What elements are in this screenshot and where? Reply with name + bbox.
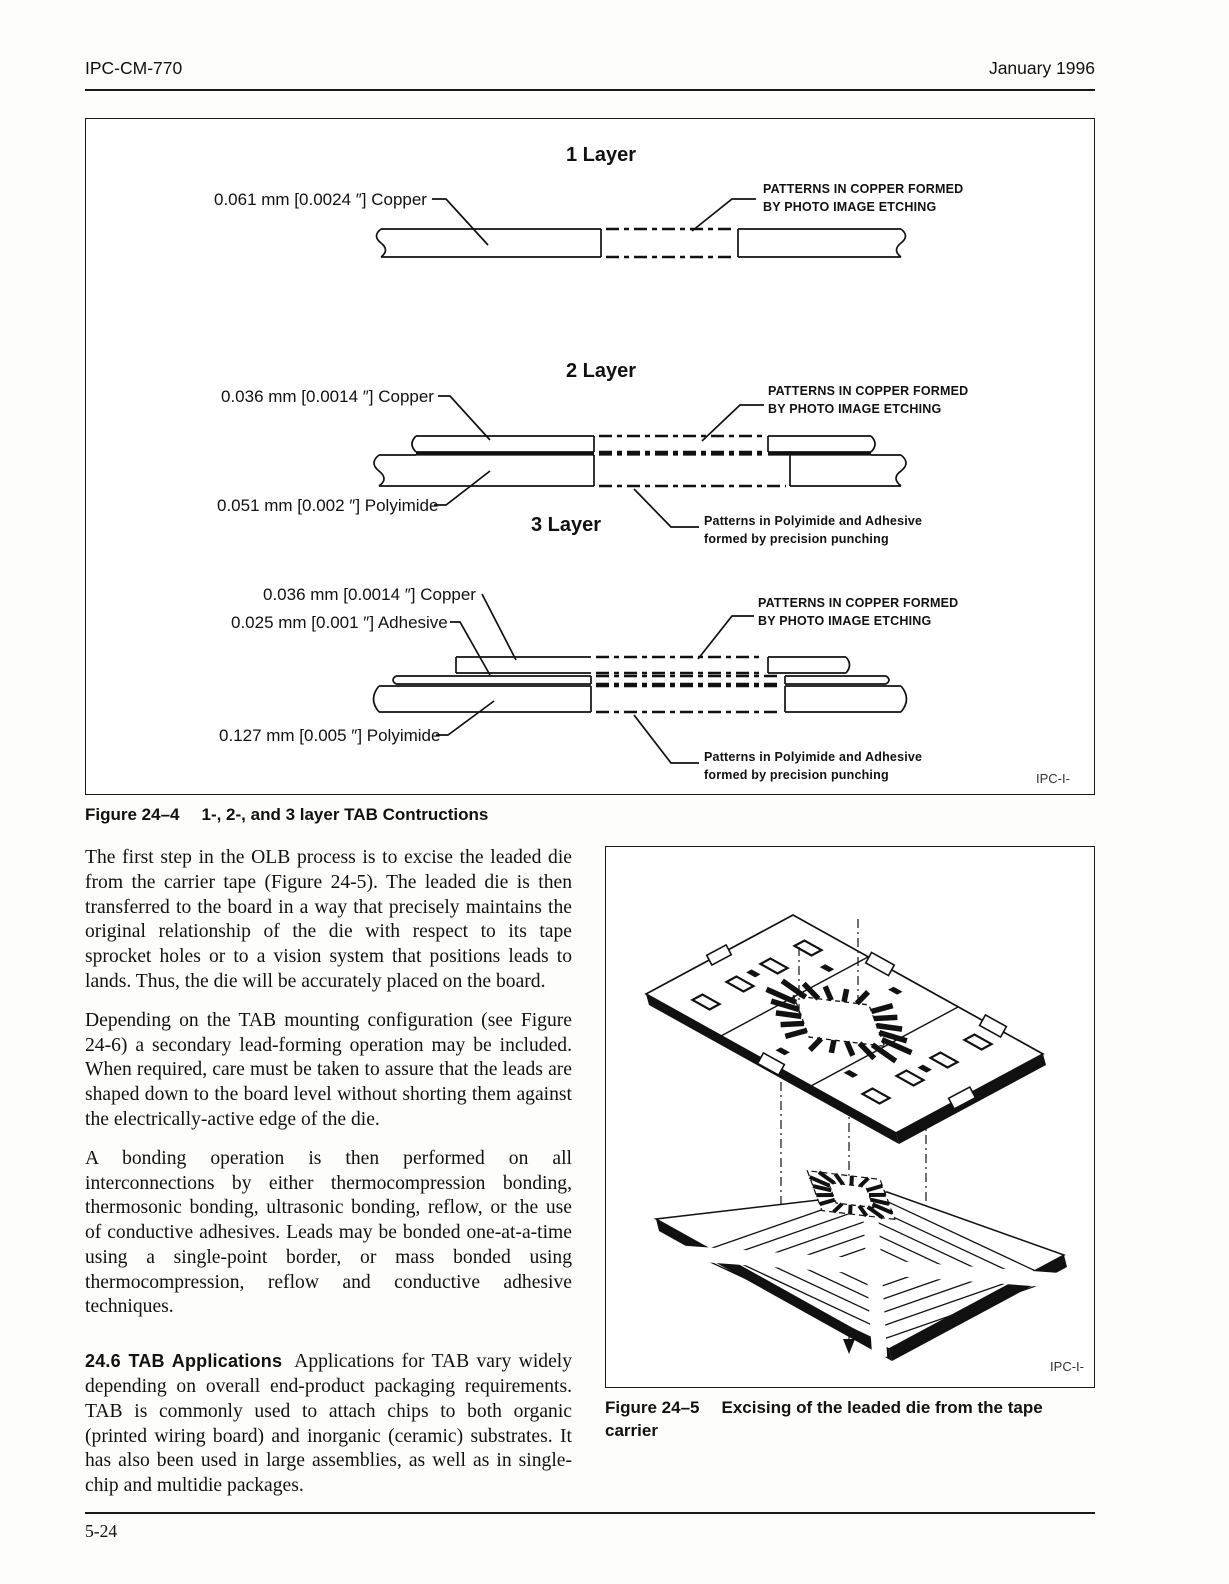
layer2-pattern-annotation-1: PATTERNS IN COPPER FORMED — [768, 384, 969, 398]
layer3-copper-label: 0.036 mm [0.0014 ″] Copper — [263, 585, 476, 604]
tab-constructions-diagram — [86, 119, 1092, 790]
figure-24-5 — [605, 846, 1095, 1388]
figure-24-5-watermark: IPC-I- — [1050, 1358, 1084, 1374]
layer2-polyimide-label: 0.051 mm [0.002 ″] Polyimide — [217, 496, 439, 515]
paragraph-tab-applications — [85, 1349, 572, 1499]
text-column — [85, 846, 572, 1516]
figure-24-4 — [85, 118, 1095, 795]
section-text-24-6: Applications for TAB vary widely depending on overall end-product packaging requirements. TAB is commonly used to attach chips to both organic (printed wiring board) and inorganic (ceramic) substrates. It has also been used in large assemblies, as well as in single-chip and multidie packages. — [85, 1351, 573, 1497]
layer2-punch-leader — [634, 489, 699, 527]
layer3-polyimide-leader — [436, 701, 494, 735]
figure-24-4-watermark: IPC-I- — [1036, 771, 1070, 786]
figure-24-4-caption: Figure 24–4 1-, 2-, and 3 layer TAB Contructions — [85, 805, 489, 824]
layer3-cross-section — [374, 657, 907, 712]
page-header — [85, 0, 1095, 91]
figure-24-5-caption-label: Figure 24–5 — [605, 1397, 700, 1417]
excising-die-illustration — [606, 847, 1092, 1383]
two-column-area — [85, 846, 1095, 1516]
layer3-punch-leader — [634, 715, 699, 763]
layer1-pattern-annotation-1: PATTERNS IN COPPER FORMED — [763, 182, 964, 196]
figure-column — [605, 846, 1095, 1516]
figure-24-5-caption: Figure 24–5 Excising of the leaded die from the tape carrier — [605, 1397, 1043, 1440]
layer2-copper-label: 0.036 mm [0.0014 ″] Copper — [221, 387, 434, 406]
layer3-title: 3 Layer — [530, 514, 602, 536]
layer3-copper-leader — [482, 594, 516, 660]
layer3-pattern-annotation-1: PATTERNS IN COPPER FORMED — [758, 596, 959, 610]
paragraph-olb-process: The first step in the OLB process is to excise the leaded die from the carrier tape (Figure 24-5). The leaded die is then transferred to the board in a way that precisely maintains the original relationship of the die with respect to its tape sprocket holes or to a vision system that positions leads to lands. Thus, the die will be accurately placed on the board. — [85, 846, 572, 992]
page-footer — [85, 1512, 1095, 1542]
layer3-punch-annotation-1: Patterns in Polyimide and Adhesive — [704, 750, 923, 764]
layer1-title: 1 Layer — [565, 144, 637, 166]
layer1-pattern-leader — [692, 199, 756, 231]
layer3-pattern-leader — [698, 616, 754, 659]
layer1-copper-label: 0.061 mm [0.0024 ″] Copper — [214, 190, 427, 209]
layer1-cross-section — [377, 229, 906, 257]
layer2-punch-annotation-1: Patterns in Polyimide and Adhesive — [704, 514, 923, 528]
layer3-polyimide-label: 0.127 mm [0.005 ″] Polyimide — [219, 726, 441, 745]
paragraph-mounting-configuration: Depending on the TAB mounting configuration (see Figure 24-6) a secondary lead-forming operation may be included. When required, care must be taken to assure that the leads are shaped down to the board level without shorting them against the electrically-active edge of the die. — [85, 1009, 572, 1130]
layer3-pattern-annotation-2: BY PHOTO IMAGE ETCHING — [758, 614, 932, 628]
figure-24-4-caption-label: Figure 24–4 — [85, 805, 180, 824]
layer2-punch-annotation-2: formed by precision punching — [704, 532, 889, 546]
page-content — [85, 0, 1095, 1516]
layer2-copper-leader — [438, 396, 490, 440]
layer2-cross-section — [374, 436, 906, 486]
layer1-copper-leader — [432, 199, 488, 245]
tape-carrier-die-board-drawing — [646, 915, 1083, 1361]
section-heading-24-6: 24.6 TAB Applications — [85, 1351, 283, 1372]
layer2-title: 2 Layer — [565, 360, 637, 382]
header-doc-id: IPC-CM-770 — [85, 58, 183, 78]
paragraph-bonding-operation: A bonding operation is then performed on all interconnections by either thermocompression bonding, thermosonic bonding, ultrasonic bonding, reflow, or the use of conductive adhesives. Leads may be bonded one-at-a-time using a single-point border, or mass bonded using thermocompression, reflow and conductive adhesive techniques. — [85, 1147, 572, 1318]
layer2-polyimide-leader — [434, 471, 490, 505]
page-number: 5-24 — [85, 1521, 118, 1541]
layer2-pattern-annotation-2: BY PHOTO IMAGE ETCHING — [768, 402, 942, 416]
header-date: January 1996 — [988, 58, 1095, 78]
layer1-pattern-annotation-2: BY PHOTO IMAGE ETCHING — [763, 200, 937, 214]
layer3-punch-annotation-2: formed by precision punching — [704, 768, 889, 782]
layer3-adhesive-label: 0.025 mm [0.001 ″] Adhesive — [231, 613, 448, 632]
